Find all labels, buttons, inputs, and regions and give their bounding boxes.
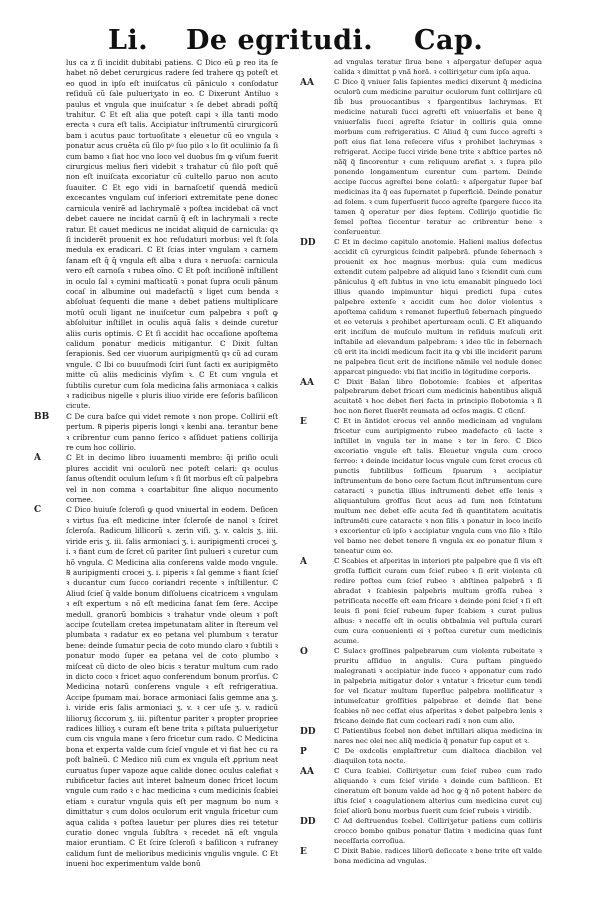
paragraph-text: ℂ Dixit Balan libro ſlobotomie: ſcabies et aſperitas palpebrarum debet fricari cum medicinis habentibus aliquã acuitatẽ ꝛ hoc debet fieri facta in principio ſlobotomia ꝛ ſi hoc non fieret ſluerẽt reumata ad ocſos magis. ℂ cũcnſ. bbox=[334, 377, 542, 416]
margin-letter: DD bbox=[300, 726, 316, 737]
right-text-column bbox=[300, 58, 542, 867]
margin-letter: O bbox=[300, 647, 308, 658]
running-head-folio: Li. bbox=[108, 25, 149, 56]
paragraph-text: ℂ Patientibus ſcebel non debet inſtillari aliqua medicina in nares nec olei nec aliq̃ medicia q̃ ponatur ſup caput et ꝛ. bbox=[334, 726, 542, 745]
paragraph-text: ℂ Scabies et aſperitas in interiori pte palpebre que ſi vis eſt groſſa ſufficit curam cum ſcieſ rubeo ꝛ ſi erit violenta cũ redire poſtea cum ſcieſ rubeo ꝛ abſtinea palpebrã ꝛ ſi abradat ꝛ ſcabiesin palpebris multum groſſa rubea ꝛ petriſicata neceſſe eſt eam fricare ꝛ deinde poni ſcieſ ꝛ ſi eſt leuis ſi poni ſcieſ rubeum ſuper ſcabiem ꝛ curat pulius albus: ꝛ neceſſe eſt in oculis obtbalmia vel puſtula curari cum cura conuenienti ei ꝛ poſtea curetur cum medicinis acume. bbox=[334, 557, 542, 646]
paragraph-text: ℂ Dico q̃ vniuer ſalis ſapientes medici dixerunt q̃ medicina oculorũ cum medicine paruitur oculorum ſunt collirijare cũ ſib̃ bus prouocantibus ꝛ ſpargentibus lachrymas. Et medicine naturali ſucci agreſti eſt vniuerſalis et bene q̃ vniuerſalis ſucci agreſte ſciatur in colliris quia omne morbum cum refrigeratius. ℂ Aliud q̃ cum ſucco agreſti ꝛ poſt eius ſiat lena reſecere viſus ꝛ prohibet lachrymas ꝛ refrigerat. Accipe ſucci viride bene trite ꝛ abſtice partes nõ nãq̃ q̃ ſincorentur ꝛ cum reliquum arefiat ꝛ. ꝛ ſupra pilo ponendo longamentum curentur cum partem. Deinde accipe ſuccus agreſtei bene colatũ: ꝛ aſpergatur ſuper baſ medicinas ita q̃ eas ſupernatet p ſuperficiẽ. Deinde ponatur ad ſolem. ꝛ cum ſuperſuerit ſucco agreſte ſpargere ſucco ita tamen q̃ operatur per dies ſeptem. Collirijo quotidie ſic ſemel poſtea ſiccentur teratur ac cribrentur bene ꝛ conſeruentur. bbox=[334, 77, 542, 236]
paragraph-text: ℂ Dixit Babie. radices liliorũ deſiccate ꝛ bene trite eſt valde bona medicina ad vngulas. bbox=[334, 846, 542, 865]
text-paragraph bbox=[300, 417, 542, 557]
paragraph-text: ℂ Sulacꝛ groſſines palpebrarum cum violenta rubeitate ꝛ pruritu aſſiduo in angulis. Cura puſtam pinguedo malegranati ꝛ accipiatur inde ſucco ꝛ apponatur cum rado in palpebria mitigatur dolor ꝛ vntatur ꝛ fricetur cum tendi ſor vel ſicatur multum ſuperſluc palpebra mollificatur ꝛ intumeſcatur groſſities palpebrae et deinde ſiat bene ſcabies nõ nec ceſſat eius aſperitas ꝛ debet palpebra lenis ꝛ fricano deinde fiat cum cocleari radi ꝛ non cum alio. bbox=[334, 647, 542, 725]
margin-letter: E bbox=[300, 417, 307, 428]
margin-letter: DD bbox=[300, 237, 316, 248]
text-paragraph bbox=[300, 377, 542, 418]
paragraph-text: ℂ Et in decimo capitulo anotomie. Halieni malius deſectus accidit cũ cyrurgicus ſcindit palpebrã. pſunde ſebernach ꝛ prouenit ex hoc magnus morbus: quia cum medicus extendit cutem palpebre ad aliquid lano ꝛ ſciendit cum cum pãniculus q̃ eſt ſubtus in vno ictu emanabit pinguedo loci illius quando impimuntur hiqui predicti ſupa cutes palpebre extenſe ꝛ accidit cum hoc dolor violentus ꝛ apoſtema calidum ꝛ remanet ſuperfluũ ſebernach pinguedo et eo veteruis ꝛ prohibet apertuream oculi. ℂ Et aliquando erit inciſum de muſculo multum in reſiduis muſculi erit inſtabile ad elevandum palpebram: ꝛ ideo tũc in ſebernach cũ erit ita incidi medicum facit ita ꝙ vbi ille inciderit parum ne palpebra ſicut erit de inciſione nãmile vel nodule donec apparcat pinguedo: vbi ſiat inciſio in lógitudine corporis. bbox=[334, 237, 542, 376]
margin-letter: AA bbox=[300, 766, 314, 777]
text-paragraph bbox=[300, 766, 542, 817]
text-paragraph bbox=[300, 726, 542, 747]
running-head-title: De egritudi. bbox=[186, 25, 374, 56]
paragraph-text: ℂ Et in decimo libro iuuamenti membro: q̃i priſio oculi plures accidit vni oculorũ nec poteſt celari: qꝛ oculus ſanus oſtendit oculum leſum ꝛ ſi ſit morbus eſt cũ palpebra vel in non comma ꝛ coartabitur ſine aliquo nocumento cornee. bbox=[66, 453, 278, 505]
text-paragraph bbox=[300, 846, 542, 867]
text-paragraph bbox=[34, 411, 278, 454]
left-text-column bbox=[34, 58, 278, 870]
margin-letter: P bbox=[300, 746, 307, 757]
margin-letter: C bbox=[34, 505, 42, 516]
margin-letter: DD bbox=[300, 816, 316, 827]
paragraph-text: ℂ Ad deſtruendus ſcebel. Colliriʒetur patiens cum colliris crocco bombo qnibus ponatur ſlatim ꝛ medicina quas ſunt neceſſaria corroſiua. bbox=[334, 816, 542, 845]
text-paragraph bbox=[34, 453, 278, 505]
margin-letter: A bbox=[34, 453, 41, 464]
text-paragraph bbox=[334, 58, 542, 78]
text-paragraph bbox=[300, 557, 542, 647]
margin-letter: AA bbox=[300, 377, 314, 388]
text-paragraph bbox=[300, 647, 542, 727]
margin-letter: AA bbox=[300, 77, 314, 88]
paragraph-text: ℂ De oxdcolis emplaſtretur cum dialteca diacbilon vel diaquilon tota nocte. bbox=[334, 746, 542, 765]
text-paragraph bbox=[300, 746, 542, 767]
text-paragraph bbox=[300, 816, 542, 847]
margin-letter: A bbox=[300, 557, 307, 568]
margin-letter: E bbox=[300, 846, 307, 857]
paragraph-text: ℂ Dico huiuſe ſcleroſi ꝙ quod vniuertal in eodem. Deſicen ꝛ virtus ſua eſt medicine inter ſcleroſe de nanol ꝛ ſciret ſcleroſa. Radicum lillicorũ ꝛ. zerin viſi. ʒ. v. calcis ʒ. iiii. viride eris ʒ. iii. ſalis armoniaci ʒ. i. auripigmenti crocei ʒ. i. ꝛ fiant cum de ſcret cũ pariter ſint pulueri ꝛ curetur cum hõ vngula. ℂ Medicina alia conſerens valde modo vngule. ℞ auripigmenti crocei ʒ. i. piperis ꝛ ſal gemme ꝛ fiant ſcieſ ꝛ ducantur cum ſucco coriandri recente ꝛ inſtillentur. ℂ Aliud ſcieſ q̃ valde bonum diſſoluens cicatricem ꝛ vngulam ꝛ eſt expertum ꝛ nõ eſt medicina ſanat ſem ſere. Accipe medull. granorũ bombicis ꝛ trahatur vnde oleum ꝛ poſt accipe ſcutellam cretea impetunatam aliter in ſtereum vel plumbata ꝛ radatur ex eo petana vel plumbum ꝛ teratur bene: deinde ſumatur pecia de coto mundo claro ꝛ ſubtili ꝛ ponatur modo ſuper ea petana vel de coto plumbo ꝛ miſceat cũ dicto de oleo bicis ꝛ teratur multum cum rado in dicto coco ꝛ fricet aquo conferendum bonum prorſus. ℂ Medicina notarũ conſerens vngule ꝛ eſt refrigeratiua. Accipe ſpumam mai. borace armoniaci ſalis gemme ana ʒ. i. viride eris ſalis armoniaci ʒ. v. ꝛ cer uſe ʒ. v. radicũ lilioruʒ ſiccorum ʒ. iii. piſtentur pariter ꝛ propter propriee radices lillioʒ ꝛ curam eſt bene trita ꝛ piſtata pulueriʒetur cum cis vngula mane ꝛ ſero fricetur cum rado. ℂ Medicina bona et experta valde cum ſcieſ vngule et vi fiat hec cu ra poſt balneũ. ℂ Medico niũ cum ex vngula eſt ꝓprium neat curuatus ſuper vapoze aque calide donec oculus calefiat ꝛ rubificetur facies aut interet balneum donec fricet locum vngule cum rado ꝛ c hac medicina ꝛ cum medicinis ſcabiei etiam ꝛ curatur vngula quis eſt per magnum bo num ꝛ dimittatur ꝛ cum dolos oculorum erit vngula fricetur cum aqua calida ꝛ poſtea lauetur per plures dies rei tetetur curatio donec vngula ſubſtra ꝛ recedet nã eſt vngula maior eruntiam. ℂ Et ſcire ſcleroſi ꝛ baſilicon ꝛ rufraney calidum ſunt de melioribus medicinis vngulis vngule. ℂ Et inueni hoc experimentum valde bonũ bbox=[66, 505, 278, 869]
running-head-chapter: Cap. bbox=[414, 25, 484, 56]
paragraph-text: ℂ Et in ãntidot crocus vel annõo medicinam ad vngulam fricetur cum auripigmento rubeo madefacto cũ lacte ꝛ inſtillet in vngula ter in mane ꝛ ter in ſero. ℂ Dico excoriatio vngule eſt talis. Eleuetur vngula cum croco ſerreo: ꝛ deinde incidatur locus vngule cum ſcret crocus cũ punctis ſubtilibus ſoſſicum ſpuarum ꝛ accipiatur inſtrumentum de bono cere ſactum ſicut inſtrumentum cure cataracti ꝛ punctia illius inſtrumenti debet eſſe lenis ꝛ aliquantulum groſſus ſicut acus ad ſum non ſcintatum multum nec debet eſſe acuta ſed m̃ quantitatem acuitatis inſtrumẽti cure cataracte ꝛ non ſilis ꝛ ponatur in loco inciſo ꝛ excorientur cũ ipſo ꝛ accipiatur vngula cum vno ſilo ꝛ ſtilo vel bamo nec debet tenere ſi vngula ex eo ponatur filum ꝛ teneatur cum eo. bbox=[334, 417, 542, 556]
text-paragraph bbox=[34, 505, 278, 869]
paragraph-text: lus ca z ſi incidit dubitabi patiens. ℂ Dico eũ ꝑ reo ita ſe habet nõ debet cerurgicus radere ſed trahere qꝫ poteſt et eo quod in ipſo eſt inuiſcatus cũ pãniculo ꝛ conſodatur reſiduũ cũ ſale pulueriʒato in eo. ℂ Dixerunt Antiluo ꝛ paulus et vngula que inuiſcatur ꝛ ſe debet abradi poſtq̃ trahitur. ℂ Et eſt alia que poteſt capi ꝛ illa tanti modo erecta ꝛ cura eſt talis. Accipiatur inſtrumentũ cirurgicorũ bam i acutus pauc tortuoſitate ꝛ eleuetur cũ eo vngula ꝛ ponatur acus cruẽta cũ ſilo pꝰ ſuo pilo ꝛ lo ſit oculiinio ſa ſi cum bamo ꝛ ſiat hoc vno loco vel duobus ſm ꝙ viſum fuerit cirurgicus melius fieri videbit ꝛ trahatur cũ ſilo poſt quẽ non eſt inuiſcata excoriatur cũ cultello paruo non acuto ſuauiter. ℂ Et ego vidi in barnaſcetiſ quendã medicũ excecantes vngulam cuſ inferiori extremitate pene donec carnicula venirẽ ad lachrymalẽ ꝛ poſtea incidebat cã vnct debet cauere ne incidat carnũ q̃ eſt in lachrymali ꝛ recte ratur. Et cauet medicus ne incidat aliquid de carnicula: qꝛ ſi inciderẽt prouenit ex hoc reſudaturi morbus: vel ſt ſola medula ex eradicari. ℂ Et ſcias inter vngulam ꝛ carnem ſanam eſt q̃ q̃ vngula eſt alba ꝛ dura ꝛ neruoſa: carnicula vero eſt carnoſa ꝛ rubea oĩno. ℂ Et poſt inciſionẽ inſtillent in oculo ſal ꝛ cymini maſticatũ ꝛ ponat ſupra oculi pãnum cocaſ in albumine oui madefactũ ꝛ liget cum benda ꝛ abſoluat ſequenti die mane ꝛ debet patiens multiplicare motũ oculi ligant ne inuiſcetur cum palpebra ꝛ poſt ꝙ abſoluitur inſtillet in oculis aquã ſalis ꝛ deinde curetur aliis curis optimis. ℂ Et ſi accidit hac occaſione apoſtema calidum ponatur medicis mitigantur. ℂ Dixit ſultan ſerapionis. Sed cer viuorum auripigmentũ qꝛ cũ ad curam vngule. ℂ Ibi co buuuſmodi ſciri ſunt ſacti ex auripigmẽto mitte cũ aliis medicinis vlyſim ꝛ. ℂ Et cum vngula et ſubtilis curetur cum ſola medicina ſalis armoniaca ꝛ calkis ꝛ radicibus nigelle ꝛ pluris iliuo viride ere ſeſoris baſilicon cicute. bbox=[66, 58, 278, 411]
paragraph-text: ℂ De cura baſce qui videt remote ꝛ non prope. Collirii eſt pertum. ℞ piperis piperis longi ꝛ kenbi ana. terantur bene ꝛ cribrentur cum panno ſerico ꝛ aſſiduet patiens collirija re cum hoc collirio. bbox=[66, 411, 278, 453]
margin-letter: BB bbox=[34, 411, 50, 422]
text-paragraph bbox=[66, 58, 278, 412]
paragraph-text: ad vngulas teratur ſirua bene ꝛ aſpergatur deſuper aqua calida ꝛ dimittat p vnã horã. ꝛ colliriʒetur cum ipſa aqua. bbox=[334, 58, 542, 76]
text-paragraph bbox=[300, 77, 542, 238]
paragraph-text: ℂ Cura ſcabiei. Colliriʒetur cum ſcieſ rubeo cum rado aliquando ꝛ cum ſcieſ viride ꝛ deinde cum baſilicon. Et cineratum eſt bonum valde ad hoc ꝙ q̃ nõ potent haberc de iſtis ſcieſ ꝛ coagulationem alterius cum medicina curet cuj ſcieſ aliorũ bonu morbus ſuerit cum ſcieſ rubeis ꝛ viridib̃. bbox=[334, 766, 542, 815]
text-paragraph bbox=[300, 237, 542, 378]
